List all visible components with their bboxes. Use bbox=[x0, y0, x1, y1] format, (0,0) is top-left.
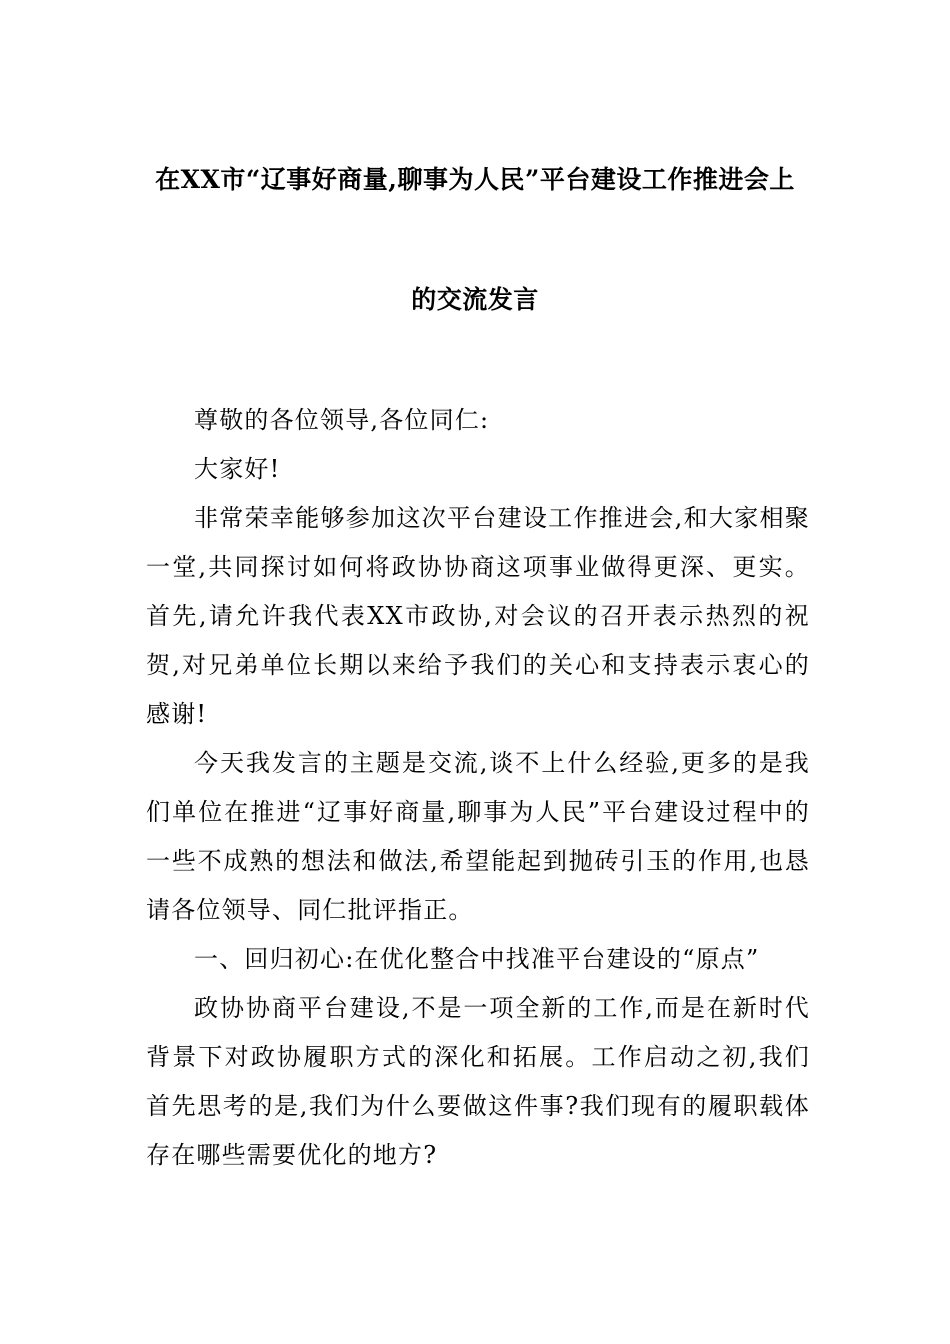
document-title-line-2: 的交流发言 bbox=[411, 285, 539, 314]
body-paragraph: 非常荣幸能够参加这次平台建设工作推进会,和大家相聚一堂,共同探讨如何将政协协商这项事业做得更深、更实。首先,请允许我代表XX市政协,对会议的召开表示热烈的祝贺,对兄弟单位长期以来给予我们的关心和支持表示衷心的感谢! bbox=[146, 504, 810, 728]
salutation: 尊敬的各位领导,各位同仁: bbox=[194, 406, 490, 434]
section-heading: 一、回归初心:在优化整合中找准平台建设的“原点” bbox=[194, 945, 760, 973]
body-paragraph: 政协协商平台建设,不是一项全新的工作,而是在新时代背景下对政协履职方式的深化和拓展。工作启动之初,我们首先思考的是,我们为什么要做这件事?我们现有的履职载体存在哪些需要优化的地方? bbox=[146, 994, 810, 1169]
body-paragraph: 今天我发言的主题是交流,谈不上什么经验,更多的是我们单位在推进“辽事好商量,聊事为人民”平台建设过程中的一些不成熟的想法和做法,希望能起到抛砖引玉的作用,也恳请各位领导、同仁批评指正。 bbox=[146, 749, 810, 924]
greeting: 大家好! bbox=[194, 455, 281, 483]
document-body bbox=[146, 396, 810, 1180]
document-title-line-1: 在XX市“辽事好商量,聊事为人民”平台建设工作推进会上 bbox=[155, 165, 795, 194]
